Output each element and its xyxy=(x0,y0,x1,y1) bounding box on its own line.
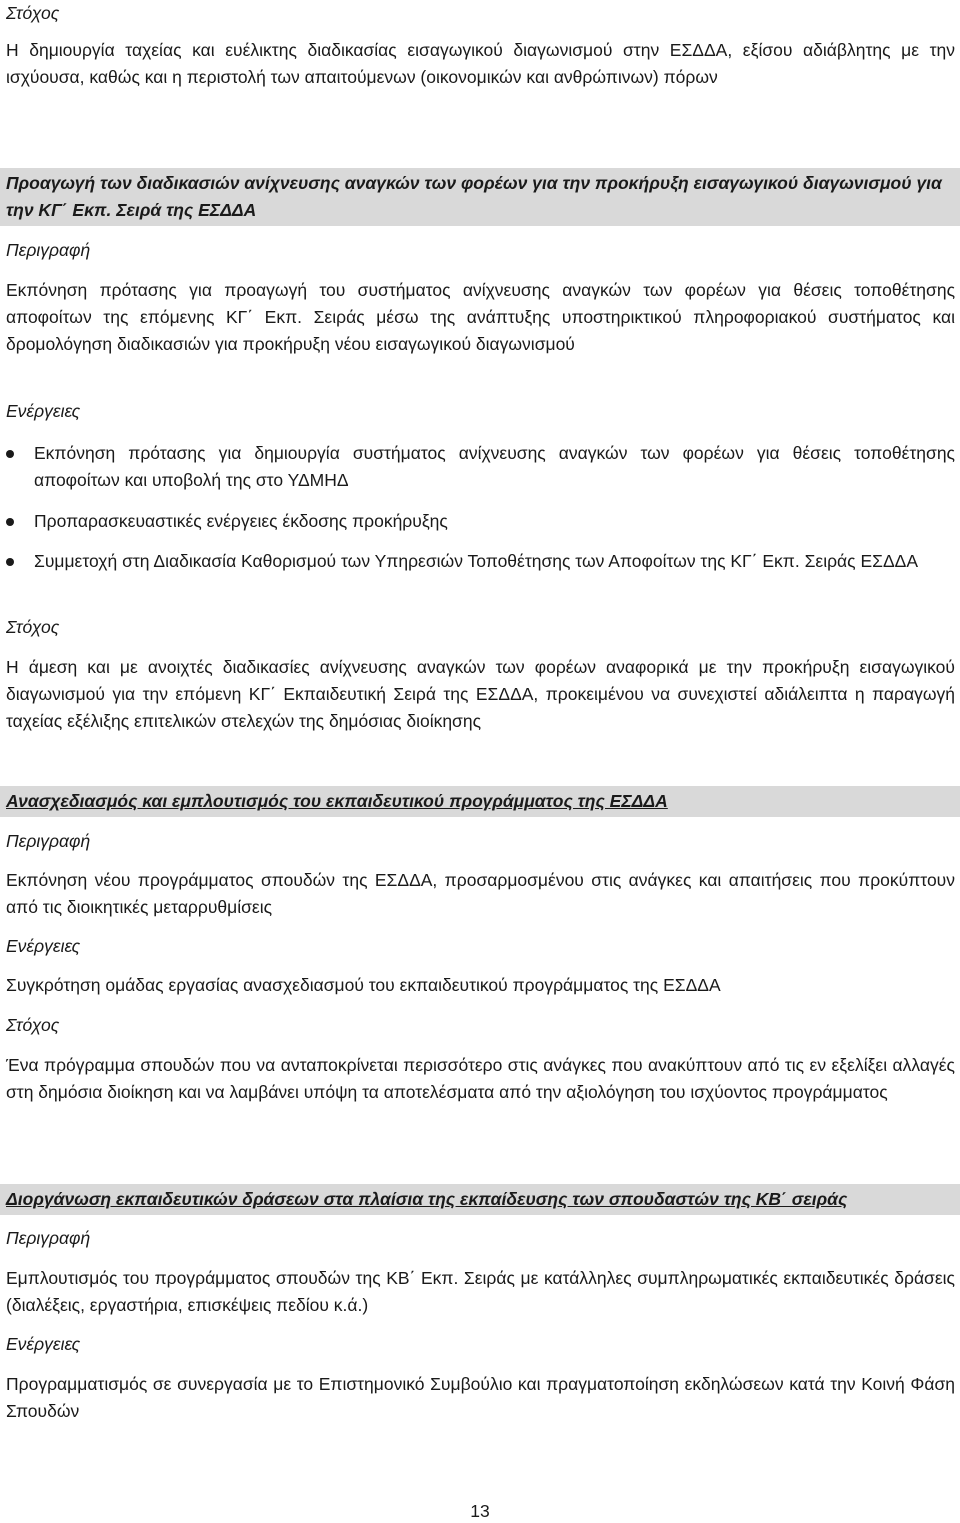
section-heading-activities: Διοργάνωση εκπαιδευτικών δράσεων στα πλαίσια της εκπαίδευσης των σπουδαστών της ΚΒ΄ σειράς xyxy=(0,1184,960,1215)
goal-label: Στόχος xyxy=(6,617,60,637)
goal-text: Η άμεση και με ανοιχτές διαδικασίες ανίχνευσης αναγκών των φορέων αναφορικά με την προκήρυξη εισαγωγικού διαγωνισμού για την επόμενη ΚΓ΄ Εκπαιδευτική Σειρά της ΕΣΔΔΑ, προκειμένου να συνεχιστεί αδιάλειπτα η παραγωγή ταχείας εξέλιξης επιτελικών στελεχών της δημόσιας διοίκησης xyxy=(6,657,955,731)
description-text: Εμπλουτισμός του προγράμματος σπουδών της ΚΒ΄ Εκπ. Σειράς με κατάλληλες συμπληρωματικές εκπαιδευτικές δράσεις (διαλέξεις, εργαστήρια, επισκέψεις πεδίου κ.ά.) xyxy=(6,1268,955,1315)
goal-text: Ένα πρόγραμμα σπουδών που να ανταποκρίνεται περισσότερο στις ανάγκες που ανακύπτουν από τις εν εξελίξει αλλαγές στη δημόσια διοίκηση και να λαμβάνει υπόψη τα αποτελέσματα από την αξιολόγηση του ισχύοντος προγράμματος xyxy=(6,1055,955,1102)
list-item: Προπαρασκευαστικές ενέργειες έκδοσης προκήρυξης xyxy=(6,508,955,535)
bullet-icon xyxy=(6,558,14,566)
section-heading-curriculum: Ανασχεδιασμός και εμπλουτισμός του εκπαιδευτικού προγράμματος της ΕΣΔΔΑ xyxy=(0,786,960,817)
actions-label: Ενέργειες xyxy=(6,936,81,956)
description-label: Περιγραφή xyxy=(6,1228,91,1248)
goal-label: Στόχος xyxy=(6,1015,60,1035)
bullet-icon xyxy=(6,450,14,458)
description-label: Περιγραφή xyxy=(6,240,91,260)
goal-label: Στόχος xyxy=(6,3,60,23)
page-number: 13 xyxy=(470,1501,490,1521)
goal-text: Η δημιουργία ταχείας και ευέλικτης διαδικασίας εισαγωγικού διαγωνισμού στην ΕΣΔΔΑ, εξίσου αδιάβλητης με την ισχύουσα, καθώς και η περιστολή των απαιτούμενων (οικονομικών και ανθρώπινων) πόρων xyxy=(6,40,955,87)
bullet-icon xyxy=(6,518,14,526)
actions-text: Συγκρότηση ομάδας εργασίας ανασχεδιασμού του εκπαιδευτικού προγράμματος της ΕΣΔΔΑ xyxy=(6,975,721,995)
list-item: Εκπόνηση πρότασης για δημιουργία συστήματος ανίχνευσης αναγκών των φορέων για θέσεις τοποθέτησης αποφοίτων και υποβολή της στο ΥΔΜΗΔ xyxy=(6,440,955,494)
description-label: Περιγραφή xyxy=(6,831,91,851)
actions-label: Ενέργειες xyxy=(6,401,81,421)
section-heading-recruitment: Προαγωγή των διαδικασιών ανίχνευσης αναγκών των φορέων για την προκήρυξη εισαγωγικού διαγωνισμού για την ΚΓ΄ Εκπ. Σειρά της ΕΣΔΔΑ xyxy=(0,168,960,226)
description-text: Εκπόνηση νέου προγράμματος σπουδών της ΕΣΔΔΑ, προσαρμοσμένου στις ανάγκες και απαιτήσεις που προκύπτουν από τις διοικητικές μεταρρυθμίσεις xyxy=(6,870,955,917)
actions-list xyxy=(6,440,955,575)
actions-label: Ενέργειες xyxy=(6,1334,81,1354)
actions-text: Προγραμματισμός σε συνεργασία με το Επιστημονικό Συμβούλιο και πραγματοποίηση εκδηλώσεων κατά την Κοινή Φάση Σπουδών xyxy=(6,1374,955,1421)
description-text: Εκπόνηση πρότασης για προαγωγή του συστήματος ανίχνευσης αναγκών των φορέων για θέσεις τοποθέτησης αποφοίτων της επόμενης ΚΓ΄ Εκπ. Σειράς μέσω της ανάπτυξης υποστηρικτικού πληροφοριακού συστήματος και δρομολόγηση διαδικασιών για προκήρυξη νέου εισαγωγικού διαγωνισμού xyxy=(6,280,955,354)
list-item: Συμμετοχή στη Διαδικασία Καθορισμού των Υπηρεσιών Τοποθέτησης των Αποφοίτων της ΚΓ΄ Εκπ. Σειράς ΕΣΔΔΑ xyxy=(6,548,955,575)
